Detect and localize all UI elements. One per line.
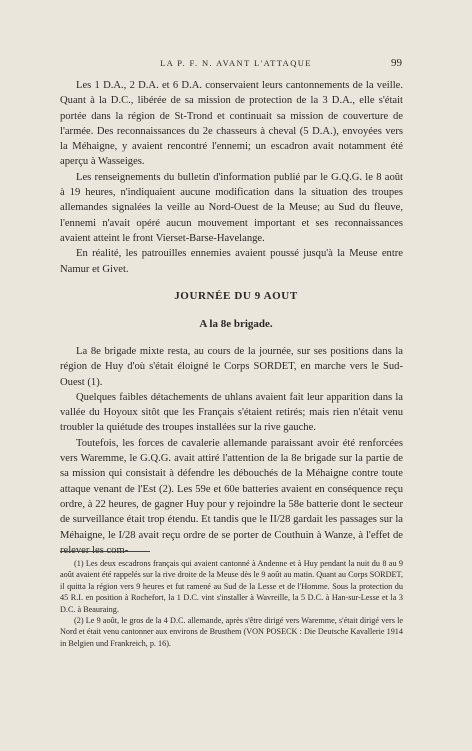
lower-text-block: [60, 344, 403, 558]
paragraph: Toutefois, les forces de cavalerie allemande paraissant avoir été renforcées vers Waremme, le G.Q.G. avait attiré l'attention de la 8e brigade sur la partie de sa mission qui consistait à défendre les débouchés de la Méhaigne contre toute attaque venant de l'Est (2). Les 59e et 60e batteries avaient en conséquence reçu ordre, à 22 heures, de gagner Huy pour y rejoindre la 58e batterie dont le secteur de surveillance était trop étendu. Et tandis que le II/28 gardait les passages sur la Méhaigne, le I/28 avait reçu ordre de se porter de Couthuin à Wanze, à l'effet de relever les com-: [60, 437, 403, 556]
footnote: (2) Le 9 août, le gros de la 4 D.C. allemande, après s'être dirigé vers Waremme, s'était dirigé vers le Nord et était venu cantonner aux environs de Brusthem (VON POSECK : Die Deutsche Kavallerie 1914 in Belgien und Frankreich, p. 16).: [60, 616, 403, 648]
page-number: 99: [391, 57, 402, 69]
footnote-divider: [60, 551, 150, 552]
paragraph: La 8e brigade mixte resta, au cours de la journée, sur ses positions dans la région de Huy d'où s'était éloigné le Corps SORDET, en marche vers le Sud-Ouest (1).: [60, 346, 403, 388]
paragraph: Quelques faibles détachements de uhlans avaient fait leur apparition dans la vallée du Hoyoux sitôt que les Français s'étaient retirés; mais rien n'était venu troubler la quiétude des troupes installées sur la rive gauche.: [60, 391, 403, 434]
footnotes: [60, 558, 403, 649]
upper-text-block: [60, 78, 403, 277]
paragraph: Les renseignements du bulletin d'information publié par le G.Q.G. le 8 août à 19 heures, n'indiquaient aucune modification dans la situation des troupes allemandes signalées la veille au Nord-Ouest de la Meuse; au Sud du fleuve, l'ennemi n'avait opéré aucun mouvement important et ses reconnaissances avaient atteint le front Vierset-Barse-Havelange.: [60, 171, 403, 244]
paragraph: Les 1 D.A., 2 D.A. et 6 D.A. conservaient leurs cantonnements de la veille. Quant à la D.C., libérée de sa mission de protection de la 3 D.A., elle s'était portée dans la région de St-Trond et continuait sa mission de couverture de l'armée. Des reconnaissances du 2e chasseurs à cheval (5 D.A.), envoyées vers la Méhaigne, y avaient rencontré l'ennemi; un escadron avait notamment été aperçu à Wasseiges.: [60, 80, 403, 168]
section-title: JOURNÉE DU 9 AOUT: [174, 290, 298, 302]
footnote: (1) Les deux escadrons français qui avaient cantonné à Andenne et à Huy pendant la nuit du 8 au 9 août avaient été rappelés sur la rive droite de la Meuse dès le 9 août au matin. Quant au Corps SORDET, il quitta la région vers 9 heures et fut ramené au Sud de la Lesse et de l'Homme. Sous la protection du 45 R.I. en position à Rochefort, la 1 D.C. vint s'installer à Wavreille, la 5 D.C. à Han-sur-Lesse et la 3 D.C. à Beauraing.: [60, 559, 403, 614]
running-head: LA P. F. N. AVANT L'ATTAQUE: [160, 58, 312, 68]
paragraph: En réalité, les patrouilles ennemies avaient poussé jusqu'à la Meuse entre Namur et Givet.: [60, 248, 403, 275]
subsection-title: A la 8e brigade.: [199, 318, 273, 330]
